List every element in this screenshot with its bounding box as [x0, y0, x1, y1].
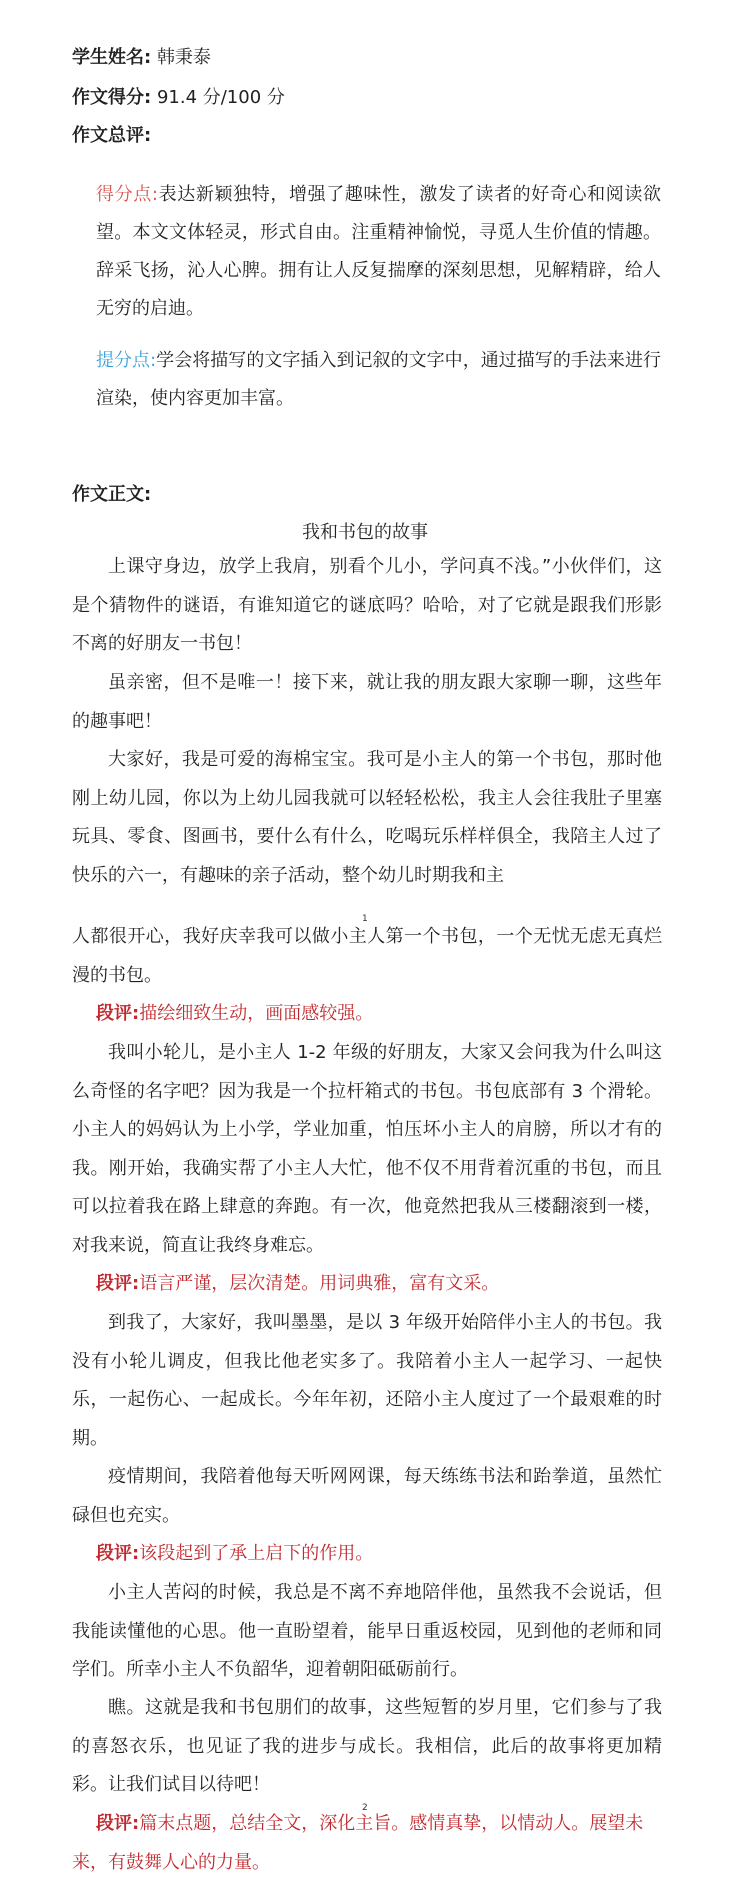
essay-title: 我和书包的故事 [302, 522, 428, 543]
comment-label-1: 段评: [96, 1003, 140, 1024]
essay-paragraph-3: 大家好，我是可爱的海棉宝宝。我可是小主人的第一个书包，那时他刚上幼儿园，你以为上幼儿园我就可以轻轻松松，我主人会往我肚子里塞玩具、零食、图画书，要什么有什么，吃喝玩乐样样俱全，我陪主人过了快乐的六一，有趣味的亲子活动，整个幼儿时期我和主 [72, 749, 662, 886]
comment-text-1: 描绘细致生动，画面感较强。 [139, 1003, 374, 1024]
score-value: 91.4 分/100 分 [156, 87, 285, 108]
essay-paragraph-7: 小主人苦闷的时候，我总是不离不弃地陪伴他，虽然我不会说话，但我能读懂他的心思。他一直盼望着，能早日重返校园，见到他的老师和同学们。所幸小主人不负韶华，迎着朝阳砥砺前行。 [72, 1582, 662, 1680]
essay-section-label: 作文正文: [72, 484, 152, 505]
strength-label: 得分点: [96, 184, 158, 205]
student-name-row [72, 43, 211, 69]
score-row [72, 83, 285, 109]
review-label: 作文总评: [72, 125, 152, 146]
comment-text-2: 语言严谨，层次清楚。用词典雅，富有文采。 [139, 1273, 500, 1294]
paragraph-comment-3 [72, 1535, 662, 1574]
student-name-value: 韩秉泰 [156, 47, 211, 68]
paragraph-comment-4 [72, 1805, 662, 1882]
comment-label-2: 段评: [96, 1273, 140, 1294]
improve-paragraph [96, 342, 661, 418]
essay-paragraph-4: 我叫小轮儿，是小主人 1-2 年级的好朋友，大家又会问我为什么叫这么奇怪的名字吧？因为我是一个拉杆箱式的书包。书包底部有 3 个滑轮。小主人的妈妈认为上小学，学业加重，怕压坏小主人的肩膀，所以才有的我。刚开始，我确实帮了小主人大忙，他不仅不用背着沉重的书包，而且可以拉着我在路上肆意的奔跑。有一次，他竟然把我从三楼翻滚到一楼，对我来说，简直让我终身难忘。 [72, 1042, 662, 1256]
comment-label-3: 段评: [96, 1543, 140, 1564]
improve-label: 提分点: [96, 350, 157, 371]
comment-text-4: 篇末点题，总结全文，深化主旨。感情真挚，以情动人。展望未来，有鼓舞人心的力量。 [72, 1813, 644, 1873]
comment-text-3: 该段起到了承上启下的作用。 [139, 1543, 374, 1564]
essay-paragraph-3-continued: 人都很开心，我好庆幸我可以做小主人第一个书包，一个无忧无虑无真烂漫的书包。 [72, 926, 662, 986]
essay-section-heading [72, 480, 151, 506]
essay-paragraph-1: 上课守身边，放学上我肩，别看个儿小，学问真不浅。”小伙伴们，这是个猜物件的谜语，有谁知道它的谜底吗？哈哈，对了它就是跟我们形影不离的好朋友一书包！ [72, 556, 662, 654]
review-heading [72, 121, 151, 147]
essay-paragraph-6: 疫情期间，我陪着他每天听网网课，每天练练书法和跆拳道，虽然忙碌但也充实。 [72, 1466, 662, 1526]
improve-text: 学会将描写的文字插入到记叙的文字中，通过描写的手法来进行渲染，使内容更加丰富。 [96, 350, 661, 409]
page-number-2: 2 [362, 1803, 368, 1813]
score-label: 作文得分: [72, 87, 152, 108]
essay-paragraph-5: 到我了，大家好，我叫墨墨，是以 3 年级开始陪伴小主人的书包。我没有小轮儿调皮，但我比他老实多了。我陪着小主人一起学习、一起快乐，一起伤心、一起成长。今年年初，还陪小主人度过了一个最艰难的时期。 [72, 1312, 662, 1449]
essay-paragraph-2: 虽亲密，但不是唯一！接下来，就让我的朋友跟大家聊一聊，这些年的趣事吧！ [72, 672, 662, 732]
comment-label-4: 段评: [96, 1813, 140, 1834]
student-name-label: 学生姓名: [72, 47, 152, 68]
paragraph-comment-1 [72, 995, 662, 1034]
essay-paragraph-8: 瞧。这就是我和书包朋们的故事，这些短暂的岁月里，它们参与了我的喜怒衣乐，也见证了我的进步与成长。我相信，此后的故事将更加精彩。让我们试目以待吧！ [72, 1697, 662, 1795]
strength-text: 表达新颖独特，增强了趣味性，激发了读者的好奇心和阅读欲望。本文文体轻灵，形式自由。注重精神愉悦，寻觅人生价值的情趣。辞采飞扬，沁人心脾。拥有让人反复揣摩的深刻思想，见解精辟，给人无穷的启迪。 [96, 184, 661, 319]
paragraph-comment-2 [72, 1265, 662, 1304]
page-number-1: 1 [362, 914, 368, 924]
strength-paragraph [96, 176, 661, 328]
